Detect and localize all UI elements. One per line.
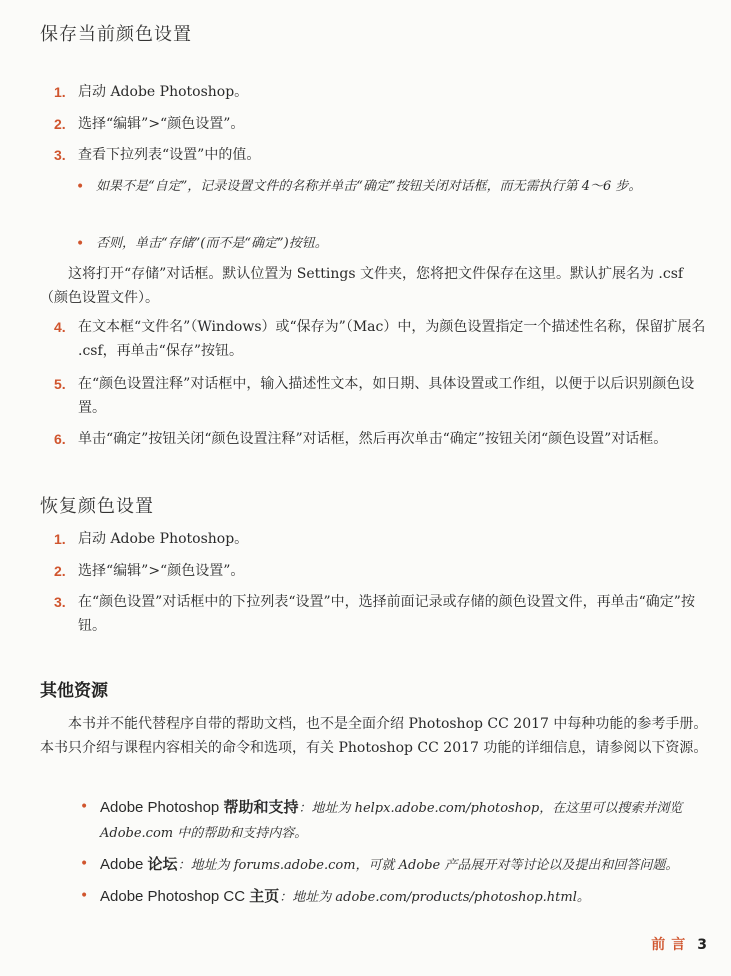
step-text: 单击“确定”按钮关闭“颜色设置注释”对话框，然后再次单击“确定”按钮关闭“颜色设置”对话框。: [78, 431, 668, 447]
resource-item-home: [80, 884, 712, 910]
page-number: 3: [697, 937, 707, 953]
save-step-2: [54, 112, 708, 136]
resources-paragraph: 本书并不能代替程序自带的帮助文档，也不是全面介绍 Photoshop CC 2017 中每种功能的参考手册。本书只介绍与课程内容相关的命令和选项，有关 Photoshop CC 2017 功能的详细信息，请参阅以下资源。: [40, 716, 708, 756]
save-step-5: [54, 372, 708, 420]
save-bullet-1: [76, 175, 708, 199]
other-resources-title: 其他资源: [40, 681, 108, 701]
resource-desc: ：地址为 adobe.com/products/photoshop.html。: [279, 890, 590, 905]
resource-label: [100, 888, 279, 905]
save-step-4: [54, 315, 708, 363]
resource-label-bold: 主页: [249, 887, 280, 905]
bullet-dot: •: [76, 236, 85, 252]
step-number: 2.: [54, 116, 66, 132]
resource-label-bold: 论坛: [147, 855, 178, 873]
save-step-6: [54, 427, 708, 451]
resource-label-bold: 帮助和支持: [223, 798, 299, 816]
step-text: 选择“编辑”>“颜色设置”。: [78, 116, 245, 132]
step-text: 在“颜色设置”对话框中的下拉列表“设置”中，选择前面记录或存储的颜色设置文件，再单击“确定”按钮。: [78, 594, 695, 634]
footer-section-label: 前言: [651, 937, 692, 953]
resource-label: [100, 799, 298, 816]
resource-label-plain: Adobe: [100, 856, 148, 873]
bullet-text: 如果不是“自定”，记录设置文件的名称并单击“确定”按钮关闭对话框，而无需执行第 4～6 步。: [96, 179, 642, 194]
save-step-1: [54, 80, 708, 104]
page-footer: [651, 934, 707, 954]
save-paragraph: 这将打开“存储”对话框。默认位置为 Settings 文件夹，您将把文件保存在这里。默认扩展名为 .csf（颜色设置文件）。: [40, 266, 684, 306]
save-step-3: [54, 143, 708, 167]
step-text: 选择“编辑”>“颜色设置”。: [78, 563, 245, 579]
bullet-text: 否则，单击“存储”(而不是“确定”)按钮。: [96, 236, 328, 251]
step-number: 1.: [54, 84, 66, 100]
resource-label: [100, 856, 178, 873]
resource-desc: ：地址为 helpx.adobe.com/photoshop，在这里可以搜索并浏览 Adobe.com 中的帮助和支持内容。: [100, 801, 683, 841]
step-text: 启动 Adobe Photoshop。: [78, 84, 249, 100]
step-number: 2.: [54, 563, 66, 579]
restore-settings-heading: 恢复颜色设置: [40, 496, 154, 517]
restore-step-3: [54, 590, 708, 638]
resource-label-plain: Adobe Photoshop CC: [100, 888, 250, 905]
resource-item-forum: [80, 852, 712, 878]
bullet-dot: •: [80, 799, 89, 815]
bullet-dot: •: [80, 856, 89, 872]
step-text: 在文本框“文件名”（Windows）或“保存为”（Mac）中，为颜色设置指定一个描述性名称，保留扩展名 .csf，再单击“保存”按钮。: [78, 319, 706, 359]
bullet-dot: •: [80, 888, 89, 904]
step-text: 查看下拉列表“设置”中的值。: [78, 147, 261, 163]
save-bullet-2: [76, 232, 708, 256]
step-number: 6.: [54, 431, 66, 447]
step-number: 5.: [54, 376, 66, 392]
step-number: 3.: [54, 147, 66, 163]
step-text: 在“颜色设置注释”对话框中，输入描述性文本，如日期、具体设置或工作组，以便于以后识别颜色设置。: [78, 376, 695, 416]
resource-desc: ：地址为 forums.adobe.com，可就 Adobe 产品展开对等讨论以及提出和回答问题。: [177, 858, 679, 873]
step-number: 4.: [54, 319, 66, 335]
resource-label-plain: Adobe Photoshop: [100, 799, 224, 816]
restore-step-2: [54, 559, 708, 583]
step-number: 3.: [54, 594, 66, 610]
step-text: 启动 Adobe Photoshop。: [78, 531, 249, 547]
bullet-dot: •: [76, 179, 85, 195]
save-settings-heading: 保存当前颜色设置: [40, 24, 192, 45]
resource-item-help: [80, 795, 712, 846]
step-number: 1.: [54, 531, 66, 547]
restore-step-1: [54, 527, 708, 551]
